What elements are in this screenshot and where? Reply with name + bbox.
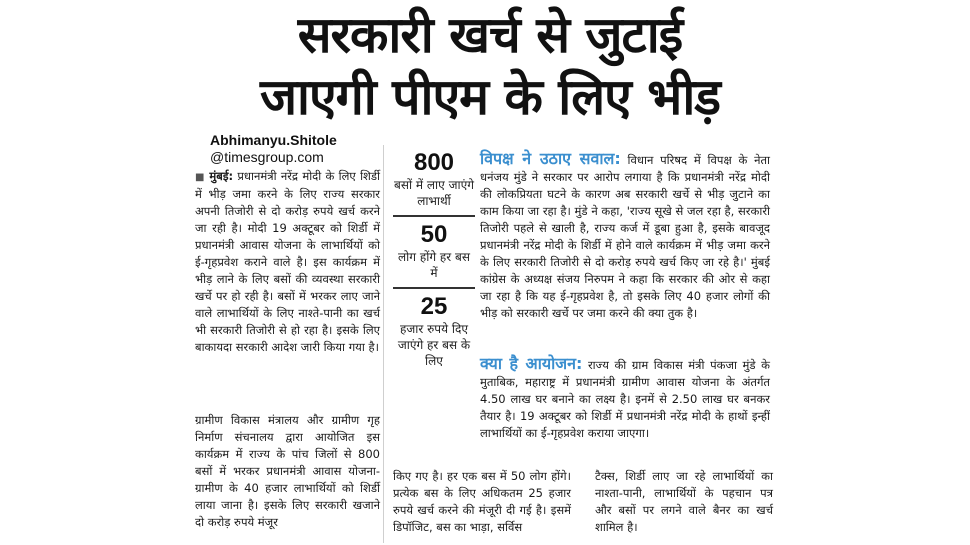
byline	[210, 132, 380, 166]
paragraph-4: टैक्स, शिर्डी लाए जा रहे लाभार्थियों का नाश्ता-पानी, लाभार्थियों के पहचान पत्र और बसों पर लगने वाले बैनर का खर्च शामिल है।	[595, 469, 773, 534]
fact-item	[393, 145, 475, 215]
square-bullet-icon: ■	[195, 172, 206, 183]
fact-text: हजार रुपये दिए जाएंगे हर बस के लिए	[397, 322, 471, 368]
fact-number: 50	[420, 221, 448, 248]
section-heading: क्या है आयोजन:	[480, 354, 583, 373]
paragraph-3: किए गए है। हर एक बस में 50 लोग होंगे। प्रत्येक बस के लिए अधिकतम 25 हजार रुपये खर्च करने की मंजूरी दी गई है। इसमें डिपॉजिट, बस का भाड़ा, सर्विस	[393, 469, 571, 534]
byline-email: @timesgroup.com	[210, 149, 324, 165]
headline-line-1: सरकारी खर्च से जुटाई	[297, 6, 683, 64]
fact-text: बसों में लाए जाएंगे लाभार्थी	[394, 178, 474, 208]
fact-text: लोग होंगे हर बस में	[398, 250, 470, 280]
section-text: राज्य की ग्राम विकास मंत्री पंकजा मुंडे के मुताबिक, महाराष्ट्र में प्रधानमंत्री ग्रामीण आवास योजना के अंतर्गत 4.50 लाख घर बनाने का लक्ष्य है। इनमें से 2.50 लाख घर बनकर तैयार है। 19 अक्टूबर को शिर्डी में प्रधानमंत्री नरेंद्र मोदी के हाथों इन्हीं लाभार्थियों का ई-गृहप्रवेश कराया जाएगा।	[480, 358, 770, 440]
section-heading: विपक्ष ने उठाए सवाल:	[480, 149, 621, 168]
headline-line-2: जाएगी पीएम के लिए भीड़	[259, 68, 721, 126]
fact-number: 25	[420, 293, 448, 320]
column-divider	[383, 145, 384, 543]
headline	[190, 4, 790, 128]
fact-number: 800	[413, 149, 455, 176]
article-column-left	[195, 168, 380, 362]
paragraph-1-text: प्रधानमंत्री नरेंद्र मोदी के लिए शिर्डी में भीड़ जमा करने के लिए राज्य सरकार अपनी तिजोरी से दो करोड़ रुपये खर्च करने जा रही है। मोदी 19 अक्टूबर को शिर्डी में प्रधानमंत्री आवास योजना के लाभार्थियों को ई-गृहप्रवेश कराने वाले है। इस कार्यक्रम में भीड़ लाने के लिए बसों की व्यवस्था सरकारी खर्चे पर हो रही है। बसों में भरकर लाए जाने वाले लाभार्थियों के लिए नाश्ते-पानी का खर्च भी सरकारी तिजोरी से हो रहा है। इसके लिए बाकायदा सरकारी आदेश जारी किया गया है।	[195, 169, 381, 354]
article-column-left-lower	[195, 412, 380, 537]
article-bottom-middle	[393, 468, 571, 536]
article-bottom-right	[595, 468, 773, 536]
section-text: विधान परिषद में विपक्ष के नेता धनंजय मुंडे ने सरकार पर आरोप लगाया है कि प्रधानमंत्री नरेंद्र मोदी की लोकप्रियता घटने के कारण अब सरकारी खर्चे से भीड़ जुटाने का काम किया जा रहा है। मुंडे ने कहा, 'राज्य सूखे से जल रहा है, सरकारी तिजोरी पहले से खाली है, राज्य कर्ज में डूबा हुआ है, इसके बावजूद प्रधानमंत्री नरेंद्र मोदी के शिर्डी में होने वाले कार्यक्रम में भीड़ जमा करने के लिए सरकारी तिजोरी से दो करोड़ रुपये खर्च किए जा रहे है।' मुंबई कांग्रेस के अध्यक्ष संजय निरुपम ने कहा कि सरकार की ओर से कहा जा रहा है कि यह ई-गृहप्रवेश है, तो इसके लिए 40 हजार लोगों की भीड़ को सरकारी खर्चे पर जमा करने की क्या तुक है।	[480, 153, 771, 320]
section-opposition-questions	[480, 150, 770, 322]
section-what-is-event	[480, 355, 770, 442]
dateline: मुंबई:	[209, 169, 234, 183]
fact-item	[393, 287, 475, 375]
byline-name: Abhimanyu.Shitole	[210, 132, 337, 148]
paragraph-2: ग्रामीण विकास मंत्रालय और ग्रामीण गृह निर्माण संचनालय द्वारा आयोजित इस कार्यक्रम में राज्य के पांच जिलों से 800 बसों में भरकर प्रधानमंत्री आवास योजना-ग्रामीण के 40 हजार लाभार्थियों को शिर्डी लाया जाना है। इसके लिए सरकारी खजाने दो करोड़ रुपये मंजूर	[195, 413, 380, 529]
fact-box	[393, 145, 475, 375]
fact-item	[393, 215, 475, 287]
paragraph-1	[195, 168, 380, 356]
